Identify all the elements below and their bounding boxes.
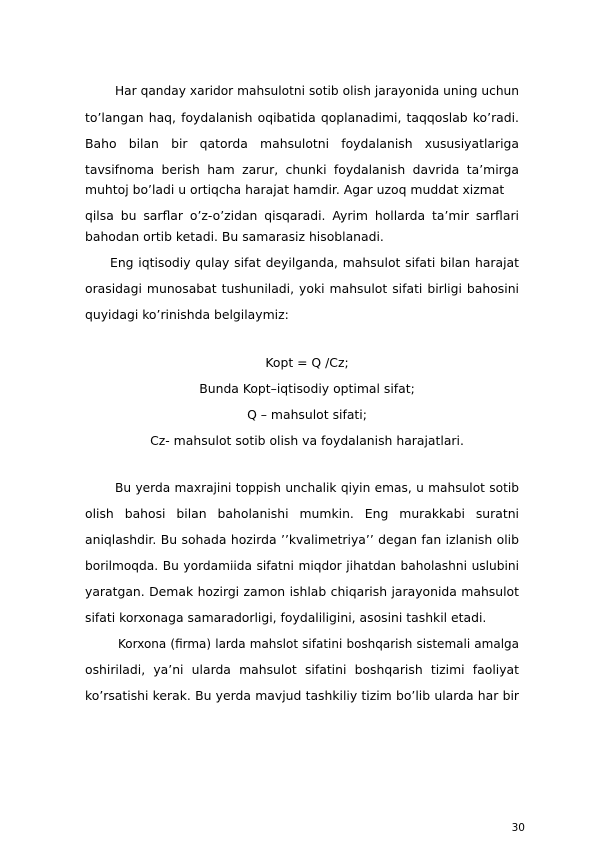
paragraph-1-line-6: qilsa bu sarflar o’z-o’zidan qisqaradi. Ayrim hollarda ta’mir sarflari <box>85 208 519 223</box>
paragraph-3-line-5: yaratgan. Demak hozirgi zamon ishlab chiqarish jarayonida mahsulot <box>85 584 519 599</box>
paragraph-3-line-6: sifati korxonaga samaradorligi, foydaliligini, asosini tashkil etadi. <box>85 610 487 625</box>
paragraph-1-line-7: bahodan ortib ketadi. Bu samarasiz hisoblanadi. <box>85 229 384 244</box>
paragraph-1-line-5: muhtoj bo’ladi u ortiqcha harajat hamdir. Agar uzoq muddat xizmat <box>85 182 505 197</box>
paragraph-2-line-3: quyidagi ko’rinishda belgilaymiz: <box>85 307 289 322</box>
paragraph-1-line-4: tavsifnoma berish ham zarur, chunki foydalanish davrida ta’mirga <box>85 162 519 177</box>
paragraph-3-line-4: borilmoqda. Bu yordamiida sifatni miqdor jihatdan baholashni uslubini <box>85 559 519 573</box>
paragraph-3-line-2: olish bahosi bilan baholanishi mumkin. Eng murakkabi suratni <box>85 506 519 521</box>
formula-definition-kopt: Bunda Kopt–iqtisodiy optimal sifat; <box>199 381 415 396</box>
paragraph-3-line-1: Bu yerda maxrajini toppish unchalik qiyin emas, u mahsulot sotib <box>115 481 519 495</box>
paragraph-1-line-1: Har qanday xaridor mahsulotni sotib olish jarayonida uning uchun <box>115 84 519 98</box>
page-number: 30 <box>511 822 525 834</box>
formula-definition-q: Q – mahsulot sifati; <box>247 407 367 422</box>
formula: Kopt = Q /Cz; <box>265 355 349 370</box>
paragraph-3-line-3: aniqlashdir. Bu sohada hozirda ’’kvalimetriya’’ degan fan izlanish olib <box>85 532 519 547</box>
formula-definition-cz: Cz- mahsulot sotib olish va foydalanish harajatlari. <box>150 433 464 448</box>
paragraph-4-line-1: Korxona (firma) larda mahslot sifatini boshqarish sistemali amalga <box>118 637 519 651</box>
paragraph-2-line-2: orasidagi munosabat tushuniladi, yoki mahsulot sifati birligi bahosini <box>85 281 519 296</box>
paragraph-2-line-1: Eng iqtisodiy qulay sifat deyilganda, mahsulot sifati bilan harajat <box>110 255 519 270</box>
paragraph-1-line-2: to’langan haq, foydalanish oqibatida qoplanadimi, taqqoslab ko’radi. <box>85 110 519 125</box>
paragraph-1-line-3: Baho bilan bir qatorda mahsulotni foydalanish xususiyatlariga <box>85 136 519 151</box>
paragraph-4-line-3: ko’rsatishi kerak. Bu yerda mavjud tashkiliy tizim bo’lib ularda har bir <box>85 688 519 703</box>
paragraph-4-line-2: oshiriladi, ya’ni ularda mahsulot sifatini boshqarish tizimi faoliyat <box>85 662 519 677</box>
